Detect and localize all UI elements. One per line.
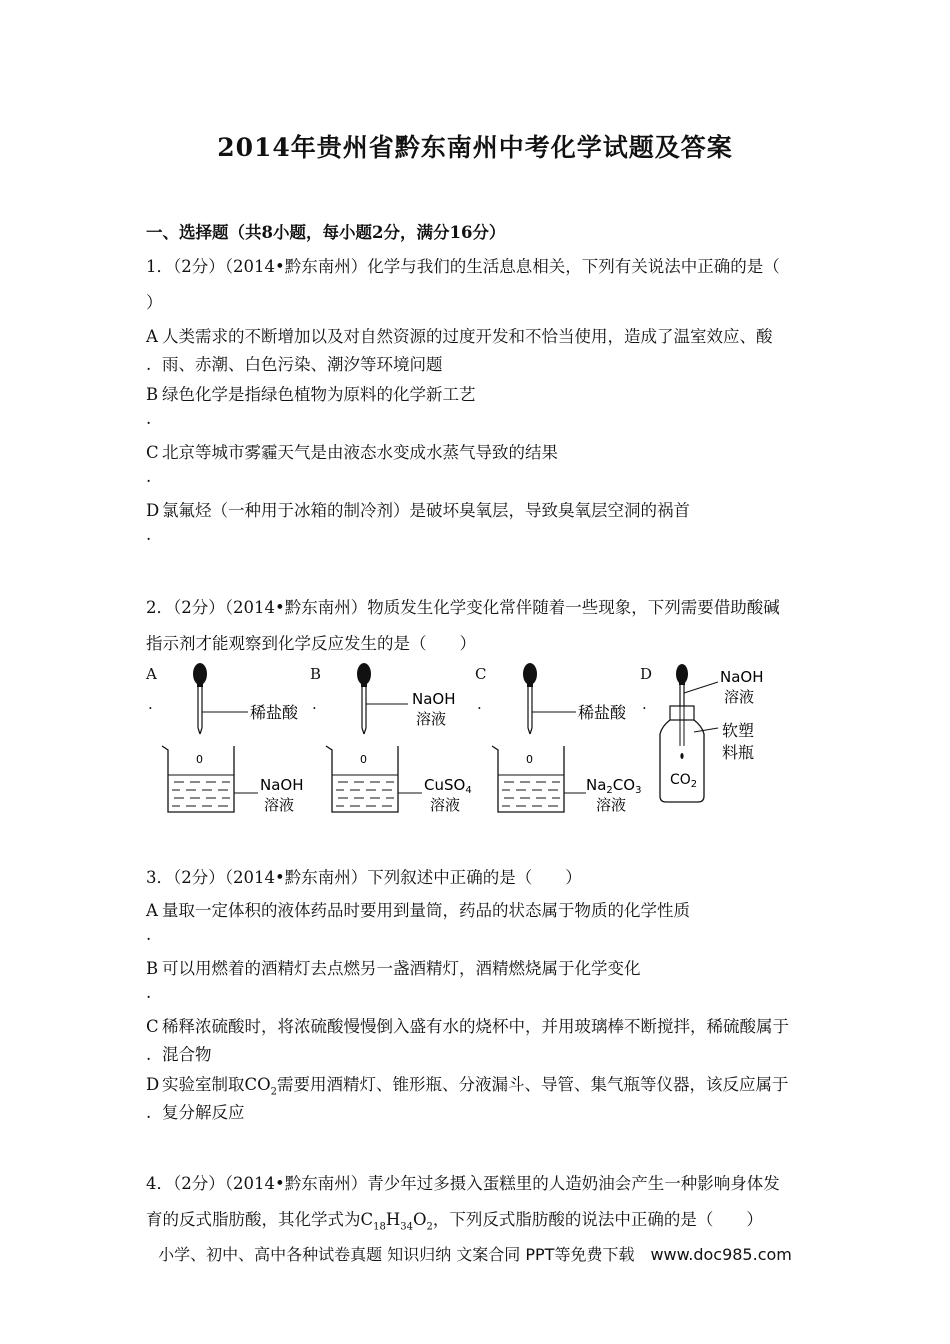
fig-a-dropper-label: 稀盐酸: [250, 703, 299, 722]
fig-b-beaker-label1: [424, 776, 472, 796]
fig-c-na-sub: 2: [606, 785, 613, 796]
fig-b-zero: 0: [360, 753, 367, 766]
q1-stem-line1: 1．（2分）（2014•黔东南州）化学与我们的生活息息相关，下列有关说法中正确的是（: [146, 257, 780, 276]
q1-stem-line2: ）: [146, 293, 163, 312]
q1-option-d-dot: .: [146, 525, 152, 544]
fig-d-top-label1: NaOH: [720, 668, 764, 686]
q3-option-a: A 量取一定体积的液体药品时要用到量筒，药品的状态属于物质的化学性质: [146, 901, 690, 920]
q2-fig-a-dot: .: [148, 695, 153, 713]
fig-a-zero: 0: [196, 753, 203, 766]
q4-stem-line2: 育的反式脂肪酸，其化学式为$C_{18}H_{34}O_2$，下列反式脂肪酸的说法中正确的是（ ）: [146, 1210, 763, 1233]
q2-fig-b-dot: .: [312, 695, 317, 713]
fig-c-beaker-label2: 溶液: [596, 796, 627, 814]
q1-option-b: B 绿色化学是指绿色植物为原料的化学新工艺: [146, 385, 476, 404]
q2-fig-a-label: A: [146, 665, 157, 683]
fig-c-dropper: [523, 663, 576, 734]
q3-option-c: C 稀释浓硫酸时，将浓硫酸慢慢倒入盛有水的烧杯中，并用玻璃棒不断搅拌，稀硫酸属于: [146, 1017, 789, 1036]
q3-option-a-dot: .: [146, 925, 152, 944]
q2-apparatus-figure: [150, 660, 770, 830]
fig-c-dropper-label: 稀盐酸: [578, 703, 627, 722]
fig-d-side-label1: 软塑: [722, 721, 755, 740]
q2-stem-line1: 2．（2分）（2014•黔东南州）物质发生化学变化常伴随着一些现象，下列需要借助酸碱: [146, 598, 780, 617]
fig-c-co: CO: [612, 776, 636, 794]
fig-c-beaker: [492, 746, 586, 812]
q1-option-d: D 氯氟烃（一种用于冰箱的制冷剂）是破坏臭氧层，导致臭氧层空洞的祸首: [146, 501, 690, 520]
page-title: 2014年贵州省黔东南州中考化学试题及答案: [217, 133, 733, 162]
q3-option-d: D 实验室制取$CO_2$需要用酒精灯、锥形瓶、分液漏斗、导管、集气瓶等仪器，该反应属于: [146, 1075, 789, 1098]
fig-a-beaker-label1: NaOH: [260, 776, 304, 794]
fig-d-gas-label: [670, 772, 697, 790]
q1-option-a-cont: . 雨、赤潮、白色污染、潮汐等环境问题: [146, 355, 443, 374]
fig-b-dropper: [357, 663, 408, 734]
fig-d-co: CO: [670, 772, 691, 788]
q2-fig-d-dot: .: [642, 695, 647, 713]
fig-a-beaker-label2: 溶液: [264, 796, 295, 814]
page-footer: 小学、初中、高中各种试卷真题 知识归纳 文案合同 PPT等免费下载 www.doc985.com: [158, 1245, 792, 1264]
fig-b-cuso-sub: 4: [465, 785, 472, 796]
fig-c-zero: 0: [526, 753, 533, 766]
fig-d-dropper: [676, 664, 718, 706]
q3-option-c-cont: . 混合物: [146, 1045, 212, 1064]
fig-a-dropper: [193, 663, 248, 734]
q3-option-d-cont: . 复分解反应: [146, 1103, 245, 1122]
q3-option-b-dot: .: [146, 983, 152, 1002]
q2-fig-c-label: C: [475, 665, 487, 683]
fig-d-top-label2: 溶液: [724, 688, 755, 706]
q2-fig-d-label: D: [640, 665, 653, 683]
q3-option-b: B 可以用燃着的酒精灯去点燃另一盏酒精灯，酒精燃烧属于化学变化: [146, 959, 641, 978]
q2-stem-line2: 指示剂才能观察到化学反应发生的是（ ）: [146, 634, 476, 653]
fig-c-beaker-label1: [586, 776, 641, 796]
fig-b-dropper-label2: 溶液: [416, 710, 447, 728]
fig-d-co-sub: 2: [690, 779, 698, 790]
q1-option-a: A 人类需求的不断增加以及对自然资源的过度开发和不恰当使用，造成了温室效应、酸: [146, 327, 773, 346]
section-heading: 一、选择题（共8小题，每小题2分，满分16分）: [146, 223, 506, 242]
fig-b-cuso: CuSO: [424, 776, 466, 794]
fig-b-beaker-label2: 溶液: [430, 796, 461, 814]
q3-stem: 3．（2分）（2014•黔东南州）下列叙述中正确的是（ ）: [146, 868, 582, 887]
fig-b-dropper-label1: NaOH: [412, 690, 456, 708]
fig-c-na: Na: [586, 776, 607, 794]
fig-b-beaker: [326, 746, 422, 812]
fig-c-co-sub: 3: [635, 785, 642, 796]
fig-d-side-label2: 料瓶: [722, 743, 755, 762]
q1-option-c: C 北京等城市雾霾天气是由液态水变成水蒸气导致的结果: [146, 443, 558, 462]
q1-option-c-dot: .: [146, 467, 152, 486]
q2-fig-c-dot: .: [477, 695, 482, 713]
q1-option-b-dot: .: [146, 409, 152, 428]
q4-stem-line1: 4．（2分）（2014•黔东南州）青少年过多摄入蛋糕里的人造奶油会产生一种影响身体发: [146, 1174, 780, 1193]
fig-a-beaker: [162, 746, 258, 812]
q2-fig-b-label: B: [310, 665, 322, 683]
